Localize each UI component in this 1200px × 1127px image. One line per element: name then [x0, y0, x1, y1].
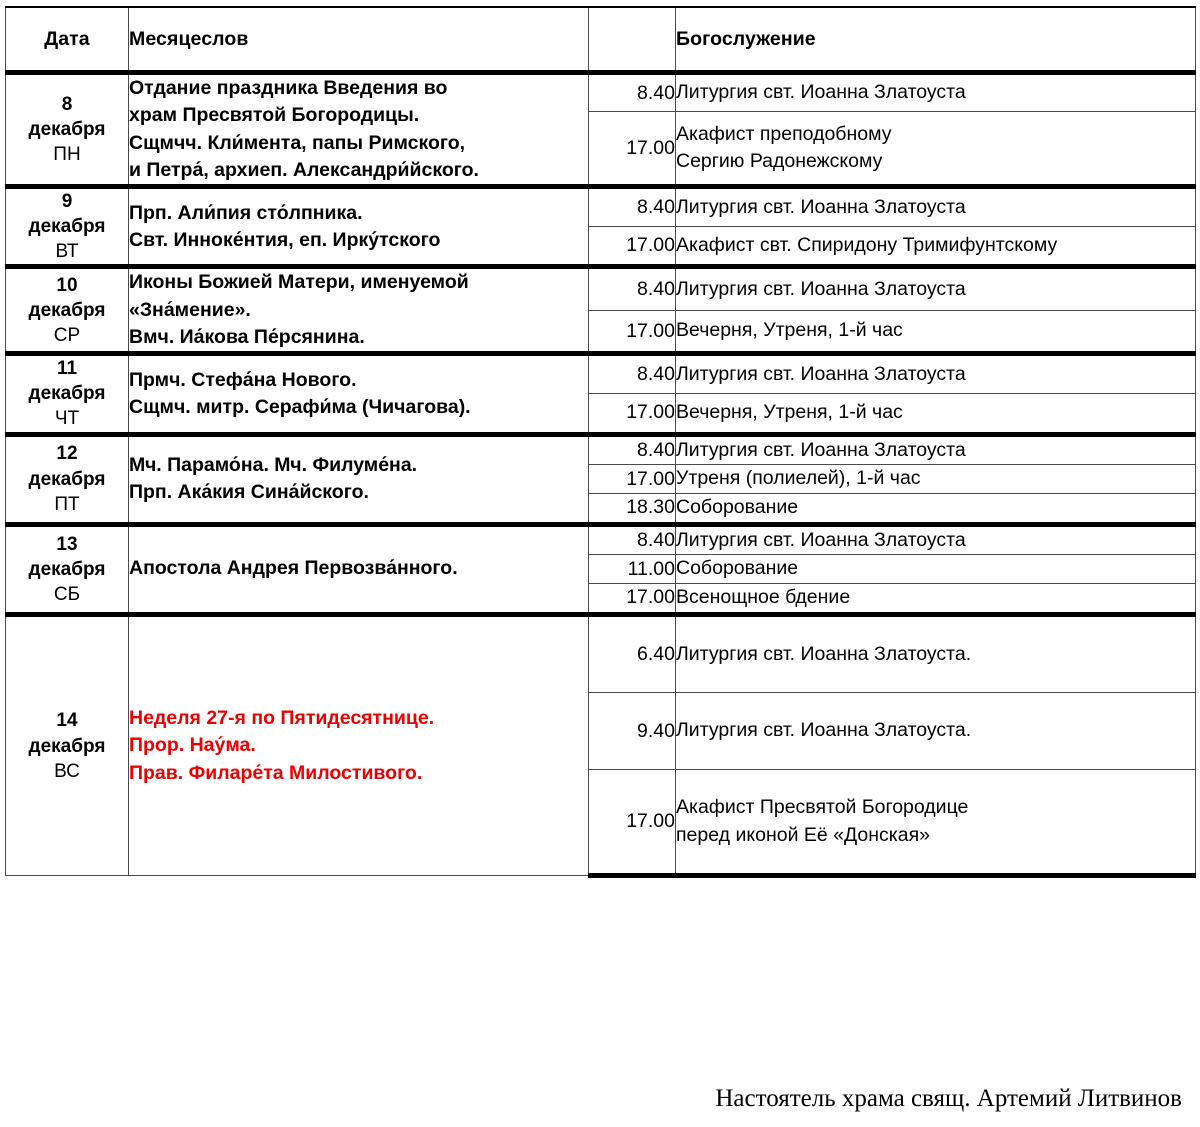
day-number: 12 [56, 443, 78, 465]
service-time: 17.00 [589, 227, 676, 267]
service-line: Соборование [676, 495, 799, 518]
day-number: 9 [61, 191, 73, 213]
service-description [676, 493, 1196, 524]
service-time: 8.40 [589, 524, 676, 555]
schedule-row [6, 267, 1196, 310]
service-time: 8.40 [589, 267, 676, 310]
calendar-cell [129, 73, 589, 187]
day-weekday: ПН [53, 144, 81, 166]
service-time: 17.00 [589, 583, 676, 614]
service-time: 11.00 [589, 555, 676, 584]
calendar-line: «Зна́мение». [129, 298, 251, 321]
service-time: 18.30 [589, 493, 676, 524]
service-line: Литургия свт. Иоанна Златоуста [676, 438, 966, 461]
header-calendar: Месяцеслов [129, 7, 589, 73]
service-time: 17.00 [589, 770, 676, 876]
calendar-line: Отдание праздника Введения во [129, 77, 448, 99]
calendar-line: Апостола Андрея Первозва́нного. [129, 557, 458, 580]
calendar-line: Иконы Божией Матери, именуемой [129, 271, 469, 294]
calendar-line: Неделя 27-я по Пятидесятнице. [129, 707, 435, 730]
service-description [676, 524, 1196, 555]
schedule-row [6, 614, 1196, 693]
date-cell [6, 434, 129, 524]
service-time: 9.40 [589, 693, 676, 770]
day-weekday: СБ [53, 583, 81, 605]
service-line: Акафист преподобному [676, 122, 892, 145]
day-number: 14 [56, 710, 78, 732]
calendar-cell [129, 614, 589, 876]
calendar-line: храм Пресвятой Богородицы. [129, 104, 420, 127]
service-description [676, 73, 1196, 112]
calendar-line: Прор. Нау́ма. [129, 734, 256, 757]
service-time: 8.40 [589, 434, 676, 465]
schedule-row [6, 434, 1196, 465]
date-cell [6, 187, 129, 267]
day-number: 13 [56, 533, 78, 555]
service-line: Литургия свт. Иоанна Златоуста [676, 277, 966, 300]
service-time: 8.40 [589, 187, 676, 227]
service-description [676, 112, 1196, 187]
day-month: декабря [28, 119, 106, 141]
calendar-line: Свт. Инноке́нтия, еп. Ирку́тского [129, 228, 441, 251]
date-cell [6, 354, 129, 434]
calendar-line: Прмч. Стефа́на Нового. [129, 368, 357, 391]
day-number: 8 [61, 93, 73, 115]
schedule-row [6, 73, 1196, 112]
date-cell [6, 614, 129, 876]
service-line: Утреня (полиелей), 1-й час [676, 467, 921, 490]
calendar-line: Вмч. Иа́кова Пе́рсянина. [129, 326, 365, 349]
service-description [676, 310, 1196, 353]
day-month: декабря [28, 468, 106, 490]
service-time: 17.00 [589, 465, 676, 494]
calendar-cell [129, 354, 589, 434]
service-time: 8.40 [589, 354, 676, 394]
service-line: Литургия свт. Иоанна Златоуста [676, 81, 966, 104]
calendar-cell [129, 187, 589, 267]
calendar-cell [129, 524, 589, 614]
day-number: 11 [56, 358, 78, 380]
service-line: Акафист Пресвятой Богородице [676, 796, 969, 819]
date-cell [6, 267, 129, 354]
service-description [676, 465, 1196, 494]
service-line: Сергию Радонежскому [676, 150, 883, 173]
service-time: 6.40 [589, 614, 676, 693]
service-description [676, 614, 1196, 693]
calendar-line: Прав. Филаре́та Милостивого. [129, 761, 423, 784]
day-month: декабря [28, 735, 106, 757]
schedule-row [6, 354, 1196, 394]
service-description [676, 583, 1196, 614]
table-header-row [6, 7, 1196, 73]
service-line: Соборование [676, 557, 799, 580]
day-month: декабря [28, 383, 106, 405]
service-line: Вечерня, Утреня, 1-й час [676, 401, 903, 424]
service-description [676, 434, 1196, 465]
day-month: декабря [28, 299, 106, 321]
rector-signature: Настоятель храма свящ. Артемий Литвинов [715, 1085, 1182, 1112]
service-description [676, 354, 1196, 394]
calendar-cell [129, 434, 589, 524]
service-time: 17.00 [589, 112, 676, 187]
service-time: 8.40 [589, 73, 676, 112]
service-line: перед иконой Её «Донская» [676, 823, 930, 846]
calendar-line: Сщмчч. Кли́мента, папы Римского, [129, 131, 466, 154]
service-line: Литургия свт. Иоанна Златоуста [676, 363, 966, 386]
calendar-line: Сщмч. митр. Серафи́ма (Чичагова). [129, 395, 471, 418]
service-description [676, 187, 1196, 227]
calendar-line: и Петра́, архиеп. Александри́йского. [129, 158, 479, 181]
header-service: Богослужение [676, 7, 1196, 73]
day-month: декабря [28, 558, 106, 580]
calendar-line: Прп. Ака́кия Сина́йского. [129, 481, 369, 504]
service-line: Литургия свт. Иоанна Златоуста [676, 528, 966, 551]
service-time: 17.00 [589, 394, 676, 434]
service-line: Литургия свт. Иоанна Златоуста. [676, 719, 972, 742]
service-schedule-table [5, 6, 1196, 878]
header-date: Дата [6, 7, 129, 73]
service-description [676, 267, 1196, 310]
calendar-line: Мч. Парамо́на. Мч. Филуме́на. [129, 453, 418, 476]
day-weekday: ВТ [55, 241, 79, 263]
calendar-cell [129, 267, 589, 354]
day-month: декабря [28, 216, 106, 238]
service-line: Литургия свт. Иоанна Златоуста [676, 195, 966, 218]
date-cell [6, 524, 129, 614]
schedule-row [6, 187, 1196, 227]
day-number: 10 [56, 274, 78, 296]
day-weekday: ПТ [54, 493, 80, 515]
service-description [676, 770, 1196, 876]
service-description [676, 394, 1196, 434]
service-line: Всенощное бдение [676, 585, 851, 608]
service-line: Вечерня, Утреня, 1-й час [676, 319, 903, 342]
calendar-line: Прп. Али́пия сто́лпника. [129, 201, 363, 224]
service-description [676, 693, 1196, 770]
header-time [589, 7, 676, 73]
schedule-row [6, 524, 1196, 555]
service-description [676, 555, 1196, 584]
service-time: 17.00 [589, 310, 676, 353]
date-cell [6, 73, 129, 187]
service-description [676, 227, 1196, 267]
service-line: Литургия свт. Иоанна Златоуста. [676, 642, 972, 665]
service-line: Акафист свт. Спиридону Тримифунтскому [676, 234, 1058, 257]
day-weekday: ЧТ [54, 408, 80, 430]
day-weekday: ВС [54, 760, 80, 782]
day-weekday: СР [53, 324, 81, 346]
